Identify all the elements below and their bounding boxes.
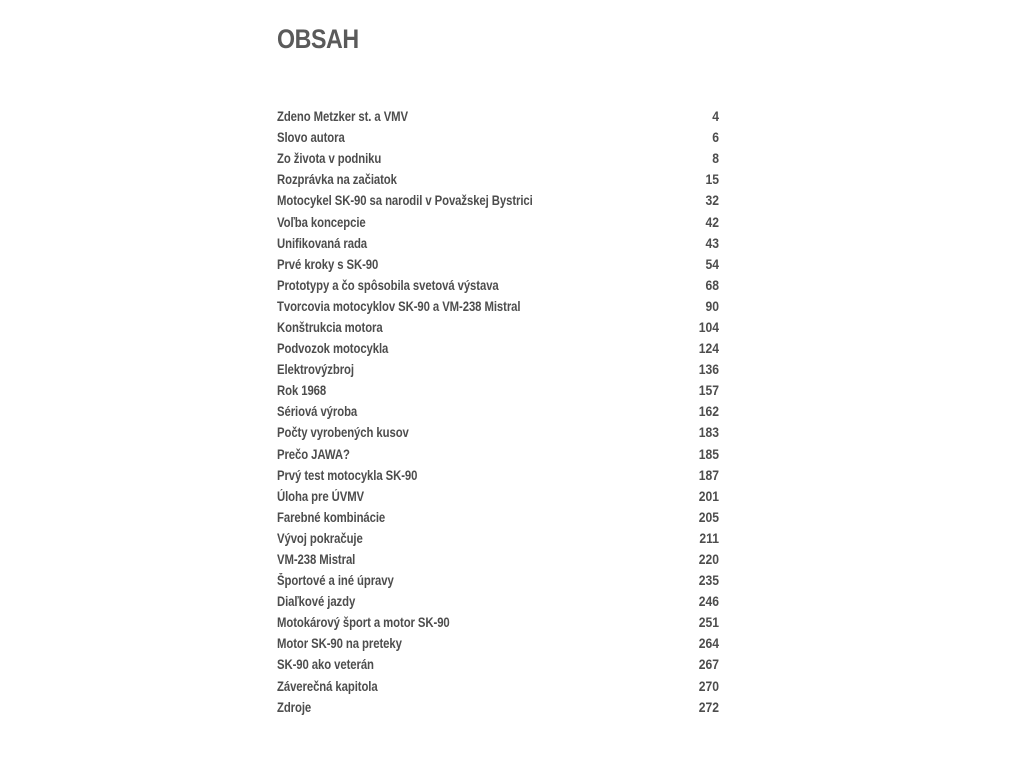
toc-entry [277,486,719,507]
toc-entry-title: Slovo autora [277,130,345,146]
toc-entry-page-number: 124 [698,341,719,357]
toc-entry-page-number: 183 [698,425,719,441]
toc-entry [277,296,719,317]
toc-entry-page-number: 104 [698,319,719,335]
toc-entry-title: Rok 1968 [277,383,327,399]
toc-entry [277,127,719,148]
toc-entry-title: Počty vyrobených kusov [277,425,409,441]
toc-entry-title: Prototypy a čo spôsobila svetová výstava [277,277,499,293]
toc-entry-page-number: 68 [705,277,719,293]
toc-entry-page-number: 267 [698,657,719,673]
toc-entry-page-number: 4 [712,109,719,125]
toc-entry-page-number: 201 [698,488,719,504]
toc-entry-page-number: 185 [698,446,719,462]
toc-entry-title: Konštrukcia motora [277,319,383,335]
toc-entry [277,697,719,718]
toc-entry-page-number: 157 [698,383,719,399]
toc-entry-page-number: 264 [698,636,719,652]
page-title: OBSAH [277,24,359,54]
toc-entry-page-number: 162 [698,404,719,420]
toc-entry [277,317,719,338]
toc-entry-title: Motokárový šport a motor SK-90 [277,615,450,631]
toc-entry-title: Prvý test motocykla SK-90 [277,467,418,483]
toc-entry-page-number: 42 [705,214,719,230]
toc-entry-page-number: 6 [712,130,719,146]
toc-entry [277,106,719,127]
toc-entry-page-number: 43 [705,235,719,251]
toc-entry-page-number: 8 [712,151,719,167]
toc-entry-title: Diaľkové jazdy [277,594,356,610]
toc-entry-title: Zo života v podniku [277,151,382,167]
toc-entry-page-number: 246 [698,594,719,610]
toc-entry-title: Motocykel SK-90 sa narodil v Považskej Bystrici [277,193,533,209]
toc-entry [277,211,719,232]
toc-entry-title: Vývoj pokračuje [277,530,363,546]
toc-entry-title: Záverečná kapitola [277,678,378,694]
toc-entry-title: Športové a iné úpravy [277,573,394,589]
toc-entry [277,528,719,549]
toc-entry-title: SK-90 ako veterán [277,657,374,673]
toc-entry-title: VM-238 Mistral [277,552,356,568]
toc-entry [277,465,719,486]
toc-entry-page-number: 251 [698,615,719,631]
toc-entry-title: Rozprávka na začiatok [277,172,397,188]
toc-entry-title: Úloha pre ÚVMV [277,488,365,504]
toc-entry-title: Prečo JAWA? [277,446,350,462]
table-of-contents [277,106,719,718]
toc-entry-title: Voľba koncepcie [277,214,366,230]
toc-entry [277,359,719,380]
toc-entry-title: Tvorcovia motocyklov SK-90 a VM-238 Mistral [277,298,521,314]
toc-entry-title: Podvozok motocykla [277,341,389,357]
toc-entry [277,401,719,422]
toc-entry [277,233,719,254]
toc-entry-page-number: 220 [698,552,719,568]
toc-entry [277,254,719,275]
toc-entry [277,338,719,359]
toc-entry [277,633,719,654]
toc-entry-page-number: 272 [698,699,719,715]
toc-entry-page-number: 205 [698,509,719,525]
toc-entry [277,570,719,591]
toc-entry-title: Prvé kroky s SK-90 [277,256,379,272]
toc-entry [277,676,719,697]
toc-entry [277,549,719,570]
toc-entry-title: Motor SK-90 na preteky [277,636,402,652]
toc-entry-page-number: 211 [699,530,719,546]
toc-entry-title: Unifikovaná rada [277,235,368,251]
toc-entry-title: Farebné kombinácie [277,509,386,525]
toc-entry [277,275,719,296]
toc-entry [277,612,719,633]
toc-entry-title: Elektrovýzbroj [277,362,354,378]
toc-entry-page-number: 187 [698,467,719,483]
toc-entry-page-number: 32 [705,193,719,209]
toc-entry-page-number: 15 [705,172,719,188]
toc-entry [277,169,719,190]
toc-entry [277,380,719,401]
toc-entry [277,591,719,612]
toc-entry-page-number: 54 [705,256,719,272]
toc-entry [277,507,719,528]
toc-entry-title: Zdroje [277,699,312,715]
toc-entry [277,422,719,443]
toc-entry-page-number: 90 [705,298,719,314]
toc-entry [277,148,719,169]
toc-entry-page-number: 235 [698,573,719,589]
toc-entry [277,444,719,465]
toc-entry-title: Zdeno Metzker st. a VMV [277,109,409,125]
toc-entry [277,190,719,211]
toc-entry-page-number: 270 [698,678,719,694]
toc-entry [277,654,719,675]
toc-entry-title: Sériová výroba [277,404,358,420]
toc-entry-page-number: 136 [698,362,719,378]
